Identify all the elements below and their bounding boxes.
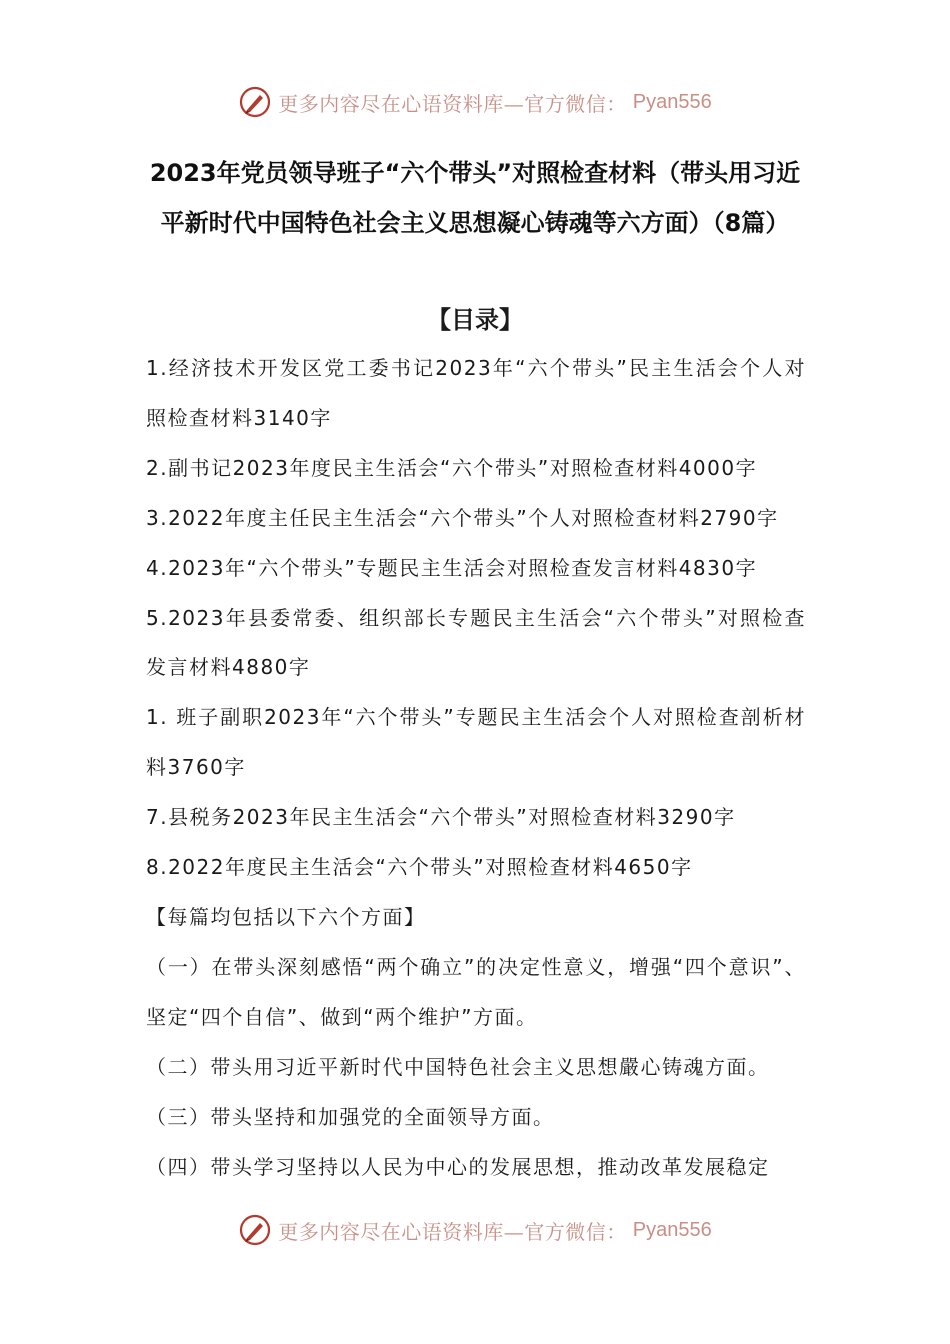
- pen-logo-icon: [238, 85, 272, 119]
- watermark-text: 更多内容尽在心语资料库—官方微信：: [278, 1219, 627, 1244]
- toc-item: 1.经济技术开发区党工委书记2023年“六个带头”民主生活会个人对照检查材料3140字: [146, 356, 806, 430]
- watermark-header: [0, 82, 950, 122]
- document-title: 2023年党员领导班子“六个带头”对照检查材料（带头用习近平新时代中国特色社会主义思想凝心铸魂等六方面）（8篇）: [149, 159, 801, 237]
- aspect-item: （二）带头用习近平新时代中国特色社会主义思想嚴心铸魂方面。: [146, 1054, 770, 1079]
- aspect-item: （四）带头学习坚持以人民为中心的发展思想，推动改革发展稳定: [146, 1154, 770, 1179]
- toc-item: 3.2022年度主任民主生活会“六个带头”个人对照检查材料2790字: [146, 505, 779, 530]
- toc-item: 1. 班子副职2023年“六个带头”专题民主生活会个人对照检查剖析材料3760字: [146, 705, 806, 780]
- aspect-item: （一）在带头深刻感悟“两个确立”的决定性意义，增强“四个意识”、坚定“四个自信”、做到“两个维护”方面。: [146, 954, 806, 1029]
- aspects-heading: 【每篇均包括以下六个方面】: [146, 904, 426, 929]
- watermark-text: 更多内容尽在心语资料库—官方微信：: [278, 91, 627, 116]
- toc-heading: 【目录】: [427, 306, 523, 334]
- toc-item: 4.2023年“六个带头”专题民主生活会对照检查发言材料4830字: [146, 555, 758, 580]
- toc-item: 7.县税务2023年民主生活会“六个带头”对照检查材料3290字: [146, 805, 736, 830]
- toc-item: 2.副书记2023年度民主生活会“六个带头”对照检查材料4000字: [146, 455, 758, 480]
- pen-logo-icon: [238, 1213, 272, 1247]
- watermark-footer: [0, 1210, 950, 1250]
- toc-item: 5.2023年县委常委、组织部长专题民主生活会“六个带头”对照检查发言材料4880字: [146, 605, 806, 680]
- watermark-wechat-id: Pyan556: [632, 90, 712, 113]
- watermark-wechat-id: Pyan556: [632, 1218, 712, 1241]
- aspect-item: （三）带头坚持和加强党的全面领导方面。: [146, 1104, 555, 1129]
- document-body: [146, 344, 806, 1192]
- toc-item: 8.2022年度民主生活会“六个带头”对照检查材料4650字: [146, 855, 693, 880]
